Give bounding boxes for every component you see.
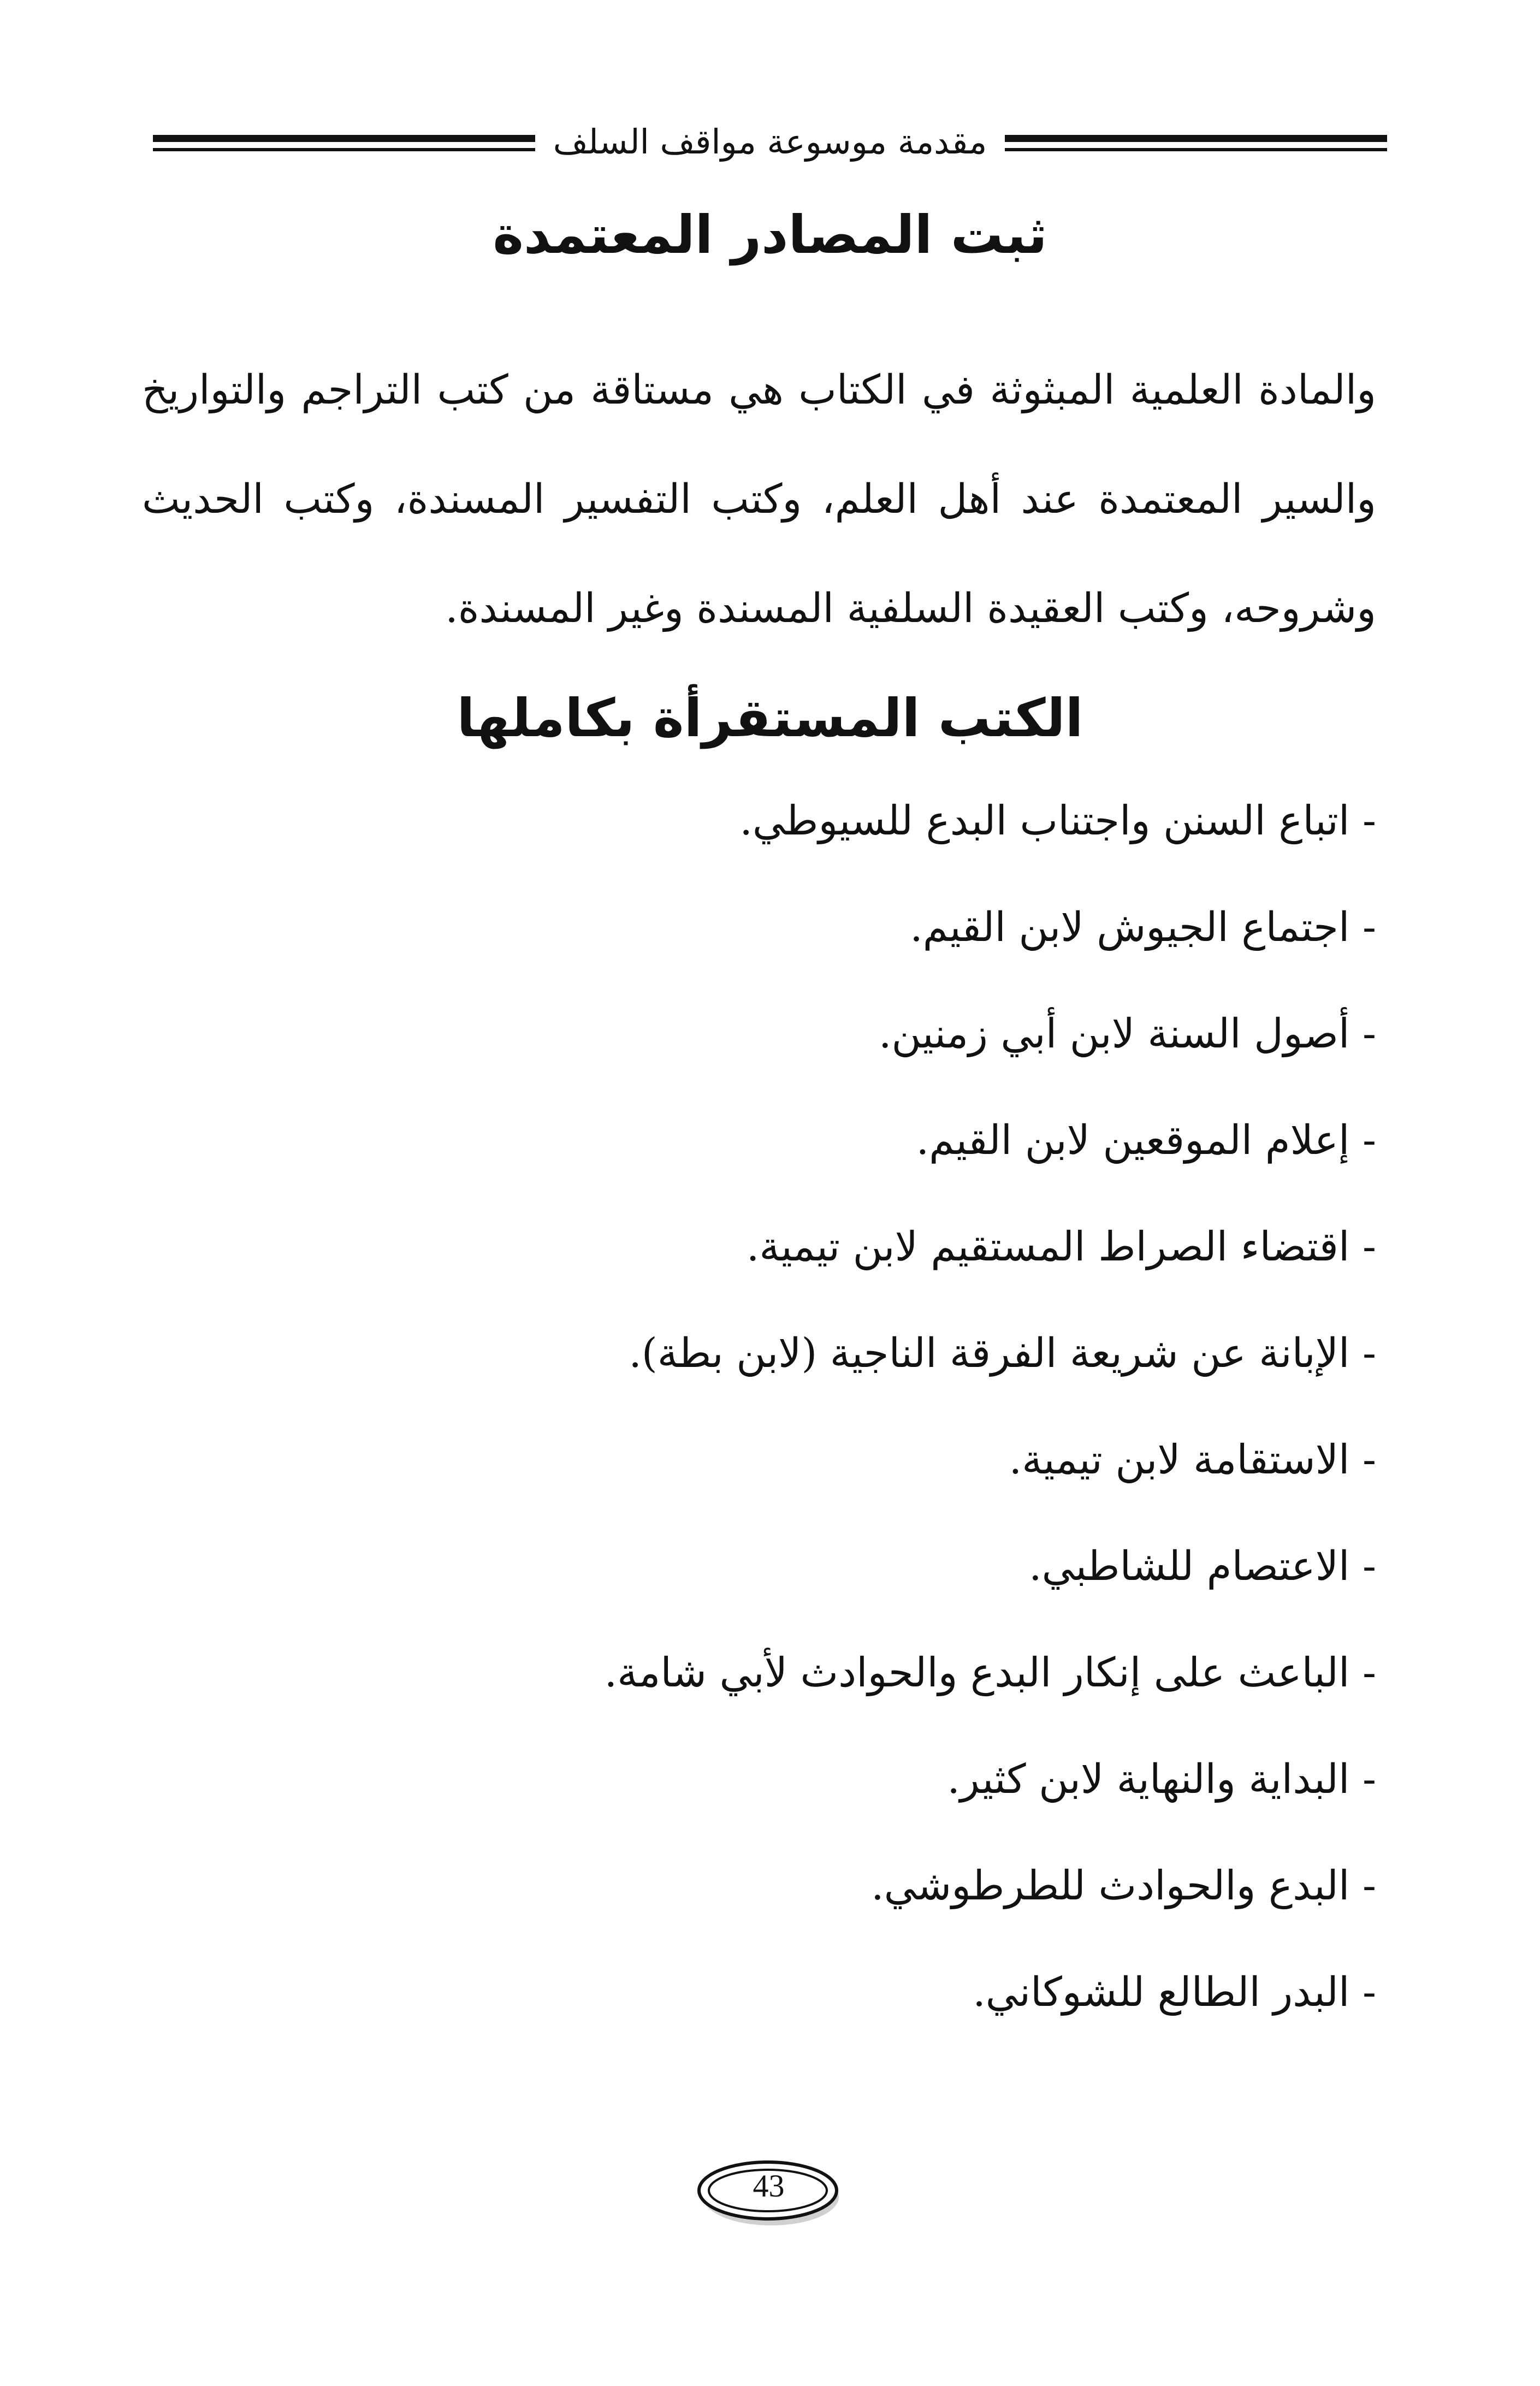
intro-paragraph: والمادة العلمية المبثوثة في الكتاب هي مستاقة من كتب التراجم والتواريخ والسير المعتمدة عند أهل العلم، وكتب التفسير المسندة، وكتب الحديث وشروحه، وكتب العقيدة السلفية المسندة وغير المسندة. — [142, 366, 1376, 632]
list-item: - اجتماع الجيوش لابن القيم. — [910, 904, 1376, 951]
list-item: - اتباع السنن واجتناب البدع للسيوطي. — [739, 797, 1376, 844]
page-number-badge — [694, 2154, 844, 2231]
list-item: - الاعتصام للشاطبي. — [1029, 1543, 1376, 1590]
list-item: - اقتضاء الصراط المستقيم لابن تيمية. — [746, 1223, 1376, 1270]
page-number: 43 — [753, 2168, 785, 2204]
list-item: - البدع والحوادث للطرطوشي. — [871, 1862, 1376, 1909]
running-header — [153, 112, 1387, 177]
list-item: - البداية والنهاية لابن كثير. — [947, 1756, 1376, 1803]
list-item: - الباعث على إنكار البدع والحوادث لأبي شامة. — [604, 1649, 1376, 1696]
list-item: - أصول السنة لابن أبي زمنين. — [879, 1010, 1376, 1057]
list-item: - إعلام الموقعين لابن القيم. — [916, 1117, 1376, 1164]
list-item: - الاستقامة لابن تيمية. — [1009, 1436, 1376, 1483]
running-header-title: مقدمة موسوعة مواقف السلف — [553, 122, 987, 162]
book-list — [153, 774, 1376, 2052]
section-heading-books: الكتب المستقرأة بكاملها — [457, 688, 1083, 749]
list-item: - الإبانة عن شريعة الفرقة الناجية (لابن بطة). — [629, 1330, 1376, 1377]
list-item: - البدر الطالع للشوكاني. — [973, 1969, 1376, 2016]
section-heading-sources: ثبت المصادر المعتمدة — [493, 204, 1047, 265]
